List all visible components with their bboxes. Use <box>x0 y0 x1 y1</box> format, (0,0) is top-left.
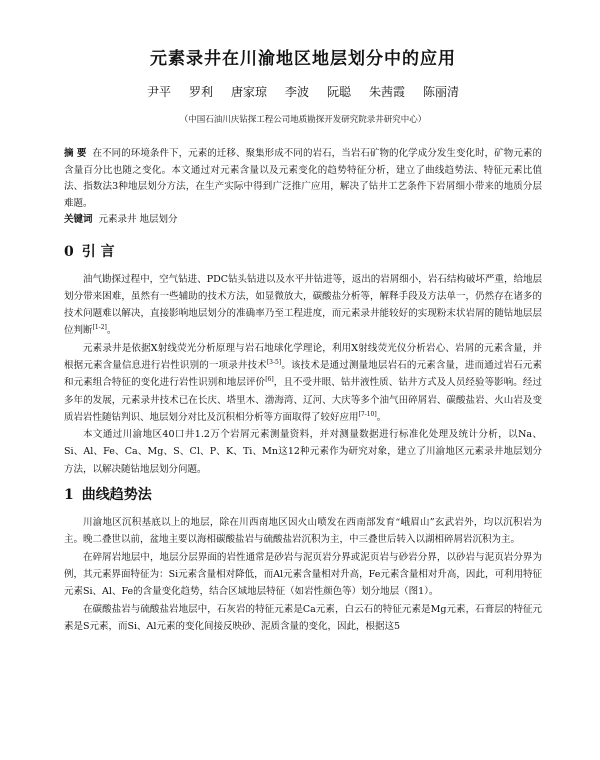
author: 阮聪 <box>327 85 352 99</box>
author: 唐家琼 <box>230 85 267 99</box>
paragraph-text: ，且不受井眼、钻井液性质、钻井方式及人员经验等影响。经过多年的发展，元素录井技术已在长庆、塔里木、渤海湾、辽河、大庆等多个油气田碎屑岩、碳酸盐岩、火山岩及变质岩岩性随钻判识、地层划分对比及沉积相分析等方面取得了较好应用 <box>64 377 542 423</box>
author-list <box>64 84 542 100</box>
author: 李波 <box>284 85 309 99</box>
abstract <box>64 146 542 212</box>
author: 罗利 <box>188 85 213 99</box>
paragraph: 川渝地区沉积基底以上的地层，除在川西南地区因火山喷发在西南部发育“峨眉山”玄武岩外，均以沉积岩为主。晚二叠世以前，盆地主要以海相碳酸盐岩与硫酸盐岩沉积为主，中三叠世后转入以湖相碎屑岩沉积为主。 <box>64 517 542 546</box>
author: 陈丽清 <box>423 85 460 99</box>
paragraph: 在碳酸盐岩与硫酸盐岩地层中，石灰岩的特征元素是Ca元素，白云石的特征元素是Mg元素，石膏层的特征元素是S元素，而Si、Al元素的变化间接反映砂、泥质含量的变化，因此，根据这5 <box>64 603 542 632</box>
keywords-label: 关键词 <box>64 214 93 225</box>
paragraph-text: 油气勘探过程中，空气钻进、PDC钻头钻进以及水平井钻进等，返出的岩屑细小，岩石结构破坏严重，给地层划分带来困难，虽然有一些辅助的技术方法，如显微放大，碳酸盐分析等，解释手段及方法单一，仍然存在诸多的技术问题难以解决，直接影响地层划分的准确率乃至工程进度，而元素录井能较好的实现粉末状岩屑的随钻地层层位判断 <box>64 273 542 337</box>
affiliation: （中国石油川庆钻探工程公司地质勘探开发研究院录井研究中心） <box>179 115 427 125</box>
citation: [6] <box>265 376 274 384</box>
citation: [7-10] <box>358 410 377 418</box>
author: 朱茜霞 <box>369 85 406 99</box>
paragraph: 在碎屑岩地层中，地层分层界面的岩性通常是砂岩与泥页岩分界或泥页岩与砂岩分界，以砂岩与泥页岩分界为例，其元素界面特征为：Si元素含量相对降低，而Al元素含量相对升高，Fe元素含量相对升高，因此，可利用特征元素Si、Al、Fe的含量变化趋势，结合区域地层特征（如岩性颜色等）划分地层（图1）。 <box>64 551 542 598</box>
paragraph <box>64 271 542 340</box>
paragraph-text: 元素录井是依据X射线荧光分析原理与岩石地球化学理论，利用X射线荧光仪分析岩心、岩屑的元素含量，并根据元素含量信息进行岩性识别的一项录井技术 <box>64 342 542 371</box>
paragraph-text: 。 <box>106 325 117 337</box>
keywords-text: 元素录井 地层划分 <box>98 214 178 225</box>
paragraph <box>64 340 542 426</box>
paragraph-text: 。该技术是通过测量地层岩石的元素含量，进而通过岩石元素和元素组合特征的变化进行岩性识别和地层评价 <box>64 359 542 389</box>
citation: [1-2] <box>92 324 107 332</box>
section-title: 引 言 <box>81 243 115 260</box>
section-number: 0 <box>64 243 74 260</box>
paragraph: 本文通过川渝地区40口井1.2万个岩屑元素测量资料，并对测量数据进行标准化处理及统计分析，以Na、Si、Al、Fe、Ca、Mg、S、Cl、P、K、Ti、Mn这12种元素作为研究对象，建立了川渝地区元素录井地层划分方法，以解决随钻地层划分问题。 <box>64 429 542 475</box>
section-heading <box>64 486 542 504</box>
abstract-text: 在不同的环境条件下，元素的迁移、聚集形成不同的岩石，当岩石矿物的化学成分发生变化时，矿物元素的含量百分比也随之变化。本文通过对元素含量以及元素变化的趋势特征分析，建立了曲线趋势法、特征元素比值法、指数法3种地层划分方法，在生产实际中得到广泛推广应用，解决了钻井工艺条件下岩屑细小带来的地质分层难题。 <box>64 148 542 209</box>
section-title: 曲线趋势法 <box>81 487 152 504</box>
citation: [3-5] <box>266 358 282 366</box>
keywords <box>64 212 542 229</box>
paper-title: 元素录井在川渝地区地层划分中的应用 <box>150 49 456 69</box>
author: 尹平 <box>146 85 171 99</box>
section-number: 1 <box>64 487 74 504</box>
section-heading <box>64 243 542 261</box>
abstract-label: 摘 要 <box>64 148 87 159</box>
paragraph-text: 。 <box>376 411 387 423</box>
